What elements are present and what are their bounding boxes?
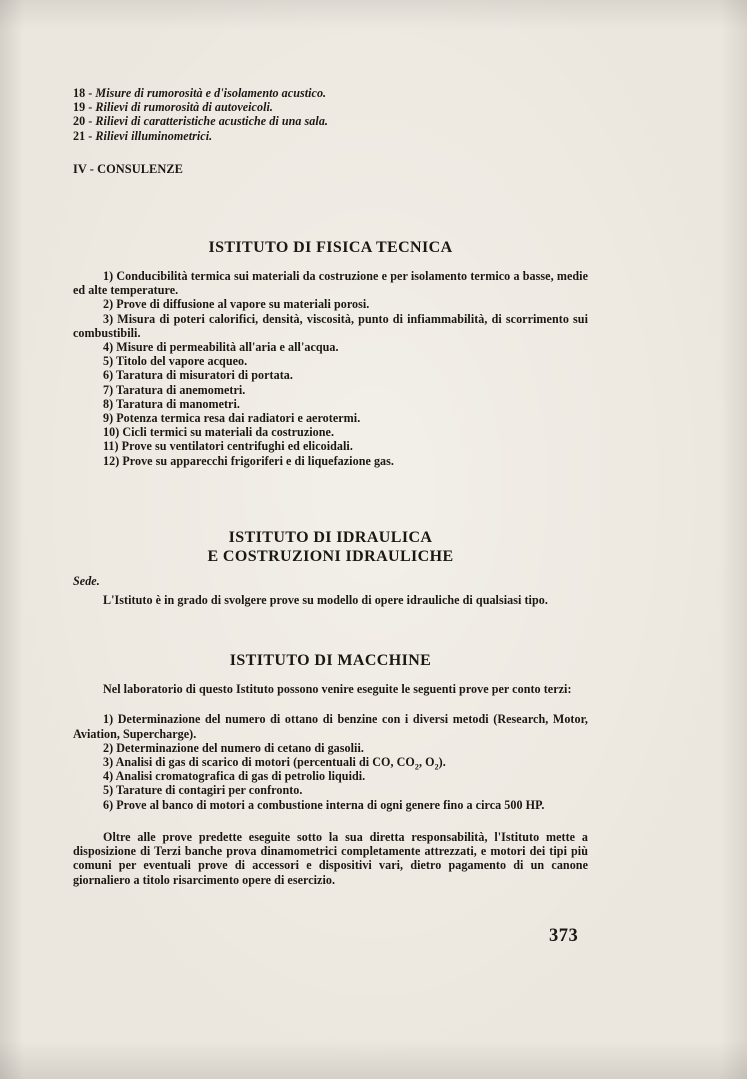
list-item: 12) Prove su apparecchi frigoriferi e di liquefazione gas. — [103, 453, 394, 468]
list-item: 5) Tarature di contagiri per confronto. — [103, 783, 303, 798]
macchine-intro-paragraph: Nel laboratorio di questo Istituto possono venire eseguite le seguenti prove per conto terzi: — [103, 682, 572, 697]
list-item: 9) Potenza termica resa dai radiatori e aerotermi. — [103, 411, 361, 426]
list-item: 7) Taratura di anemometri. — [103, 382, 246, 397]
list-item: 8) Taratura di manometri. — [103, 396, 240, 411]
list-item: 3) Analisi di gas di scarico di motori (percentuali di CO, $CO_2$, $O_2$). — [103, 755, 446, 772]
list-item: 1) Determinazione del numero di ottano di benzine con i diversi metodi (Research, Motor, Aviation, Supercharge). — [73, 712, 588, 741]
list-item: 11) Prove su ventilatori centrifughi ed elicoidali. — [103, 439, 353, 454]
page-number: 373 — [549, 926, 579, 946]
idraulica-paragraph: L'Istituto è in grado di svolgere prove su modello di opere idrauliche di qualsiasi tipo. — [103, 593, 548, 608]
list-item: 21 - Rilievi illuminometrici. — [73, 128, 213, 143]
list-item: 6) Taratura di misuratori di portata. — [103, 368, 293, 383]
list-item: 5) Titolo del vapore acqueo. — [103, 354, 248, 369]
institute-title-idraulica — [73, 528, 588, 566]
list-item: 4) Analisi cromatografica di gas di petrolio liquidi. — [103, 769, 366, 784]
page-content — [73, 86, 588, 887]
title-line: E COSTRUZIONI IDRAULICHE — [207, 547, 454, 565]
sede-label: Sede. — [73, 573, 100, 588]
section-heading-consulenze: IV - CONSULENZE — [73, 161, 183, 176]
list-item: 6) Prove al banco di motori a combustione interna di ogni genere fino a circa 500 HP. — [103, 797, 545, 812]
list-item: 2) Determinazione del numero di cetano di gasolii. — [103, 740, 364, 755]
test-list — [73, 86, 588, 143]
institute-title-macchine: ISTITUTO DI MACCHINE — [229, 652, 432, 670]
list-item: 19 - Rilievi di rumorosità di autoveicoli. — [73, 100, 273, 115]
list-item: 2) Prove di diffusione al vapore su materiali porosi. — [103, 297, 370, 312]
list-item: 3) Misura di poteri calorifici, densità, viscosità, punto di infiammabilità, di scorrimento sui combustibili. — [73, 311, 588, 340]
list-item: 20 - Rilievi di caratteristiche acustiche di una sala. — [73, 114, 328, 129]
list-item: 1) Conducibilità termica sui materiali da costruzione e per isolamento termico a basse, medie ed alte temperature. — [73, 269, 588, 298]
title-line: ISTITUTO DI IDRAULICA — [228, 528, 433, 546]
fisica-tecnica-list — [73, 269, 588, 468]
list-item: 10) Cicli termici su materiali da costruzione. — [103, 425, 335, 440]
macchine-final-paragraph: Oltre alle prove predette eseguite sotto la sua diretta responsabilità, l'Istituto mette a disposizione di Terzi banche prova dinamometrici completamente attrezzati, e motori dei tipi più comuni per eventuali prove di accessori e dispositivi vari, dietro pagamento di un canone giornaliero a titolo risarcimento opere di esercizio. — [73, 829, 588, 887]
macchine-list — [73, 712, 588, 811]
list-item: 4) Misure di permeabilità all'aria e all'acqua. — [103, 340, 339, 355]
list-item: 18 - Misure di rumorosità e d'isolamento acustico. — [73, 86, 327, 100]
institute-title-fisica-tecnica: ISTITUTO DI FISICA TECNICA — [208, 239, 453, 257]
